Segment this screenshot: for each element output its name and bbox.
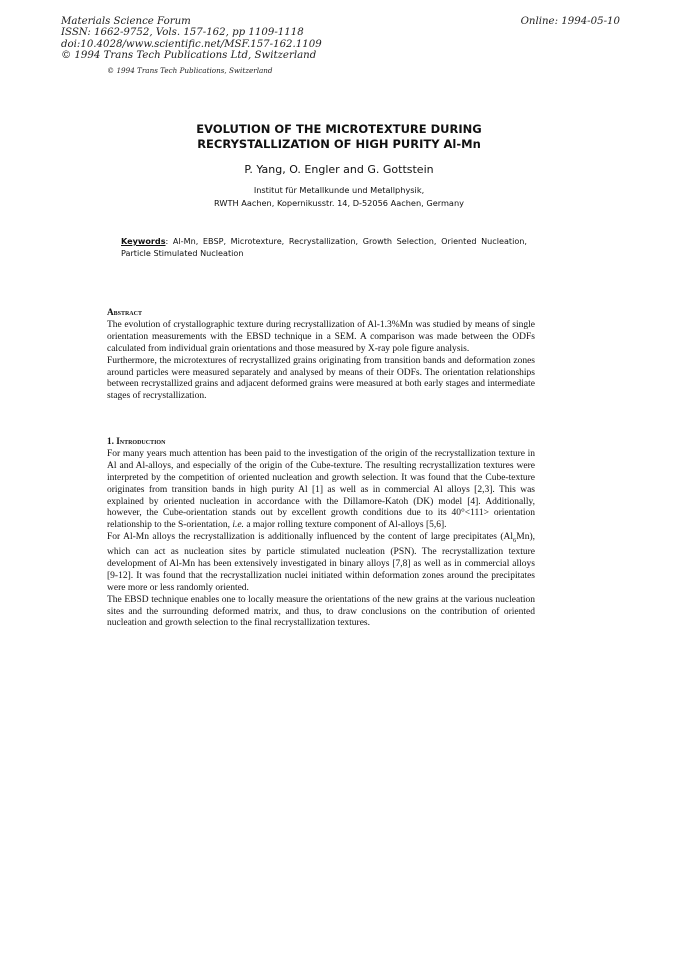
online-date: Online: 1994-05-10 [520, 16, 620, 27]
affiliation [0, 184, 678, 210]
doi-line: doi:10.4028/www.scientific.net/MSF.157-162.1109 [61, 38, 322, 50]
abstract-heading: Abstract [107, 307, 142, 317]
intro-paragraph-2 [107, 532, 535, 594]
keywords-text: : Al-Mn, EBSP, Microtexture, Recrystallization, Growth Selection, Oriented Nucleation, Particle Stimulated Nucleation [121, 236, 527, 258]
section-title: Introduction [116, 436, 166, 446]
citation-header [61, 16, 322, 62]
intro-p2-text: For Al-Mn alloys the recrystallization is additionally influenced by the content of large precipitates (Al [107, 532, 513, 543]
keywords [121, 235, 527, 259]
title-line-2: RECRYSTALLIZATION OF HIGH PURITY Al-Mn [197, 137, 481, 151]
intro-p2-text-end: Mn), which can act as nucleation sites by particle stimulated nucleation (PSN). The recrystallization texture development of Al-Mn has been extensively investigated in binary alloys [7,8] as well as in commercial alloys [9-12]. It was found that the recrystallization nuclei initiated within deformation zones around the precipitates were more or less randomly oriented. [107, 532, 535, 593]
copyright-line: © 1994 Trans Tech Publications, Switzerland [107, 66, 273, 75]
abstract-paragraph-1: The evolution of crystallographic texture during recrystallization of Al-1.3%Mn was studied by means of single orientation measurements with the EBSD technique in a SEM. A comparison was made between the ODFs calculated from individual grain orientations and those measured by X-ray pole figure analysis. [107, 319, 535, 354]
journal-name: Materials Science Forum [61, 16, 191, 27]
title-line-1: EVOLUTION OF THE MICROTEXTURE DURING [196, 122, 482, 136]
intro-paragraph-3: The EBSD technique enables one to locally measure the orientations of the new grains at the various nucleation sites and the surrounding deformed matrix, and thus, to draw conclusions on the contribution of oriented nucleation and growth selection to the final recrystallization textures. [107, 594, 535, 629]
introduction-heading [107, 436, 535, 448]
section-number: 1. [107, 436, 117, 446]
abstract-paragraph-2: Furthermore, the microtextures of recrystallized grains originating from transition bands and deformation zones around particles were measured separately and analysed by means of their ODFs. The orientation relationships between recrystallized grains and adjacent deformed grains were measured at both early stages and intermediate stages of recrystallization. [107, 355, 535, 402]
paper-title [0, 122, 678, 152]
intro-p1-italic: i.e. [232, 520, 244, 531]
authors: P. Yang, O. Engler and G. Gottstein [244, 163, 434, 176]
intro-p1-text: For many years much attention has been paid to the investigation of the origin of the recrystallization texture in Al and Al-alloys, and especially of the origin of the Cube-texture. The resulting recrystallization textures were interpreted by the competition of oriented nucleation and growth selection. It was found that the Cube-texture originates from transition bands in high purity Al [1] as well as in commercial Al alloys [2,3]. This was explained by oriented nucleation in accordance with the Dillamore-Katoh (DK) model [4]. Additionally, however, the Cube-orientation stands out by excellent growth conditions due to its 40°<111> orientation relationship to the S-orientation, [107, 448, 535, 531]
issn-line: ISSN: 1662-9752, Vols. 157-162, pp 1109-1118 [61, 27, 304, 39]
intro-paragraph-1 [107, 449, 535, 532]
intro-p2-subscript: 6 [513, 537, 517, 545]
intro-p1-text-end: a major rolling texture component of Al-alloys [5,6]. [243, 520, 447, 531]
affiliation-line-1: Institut für Metallkunde und Metallphysik, [253, 185, 425, 195]
publisher-line: © 1994 Trans Tech Publications Ltd, Switzerland [61, 50, 317, 62]
keywords-label: Keywords [121, 236, 166, 246]
affiliation-line-2: RWTH Aachen, Kopernikusstr. 14, D-52056 Aachen, Germany [214, 198, 464, 208]
introduction-section [107, 436, 535, 630]
abstract-section [107, 307, 535, 403]
